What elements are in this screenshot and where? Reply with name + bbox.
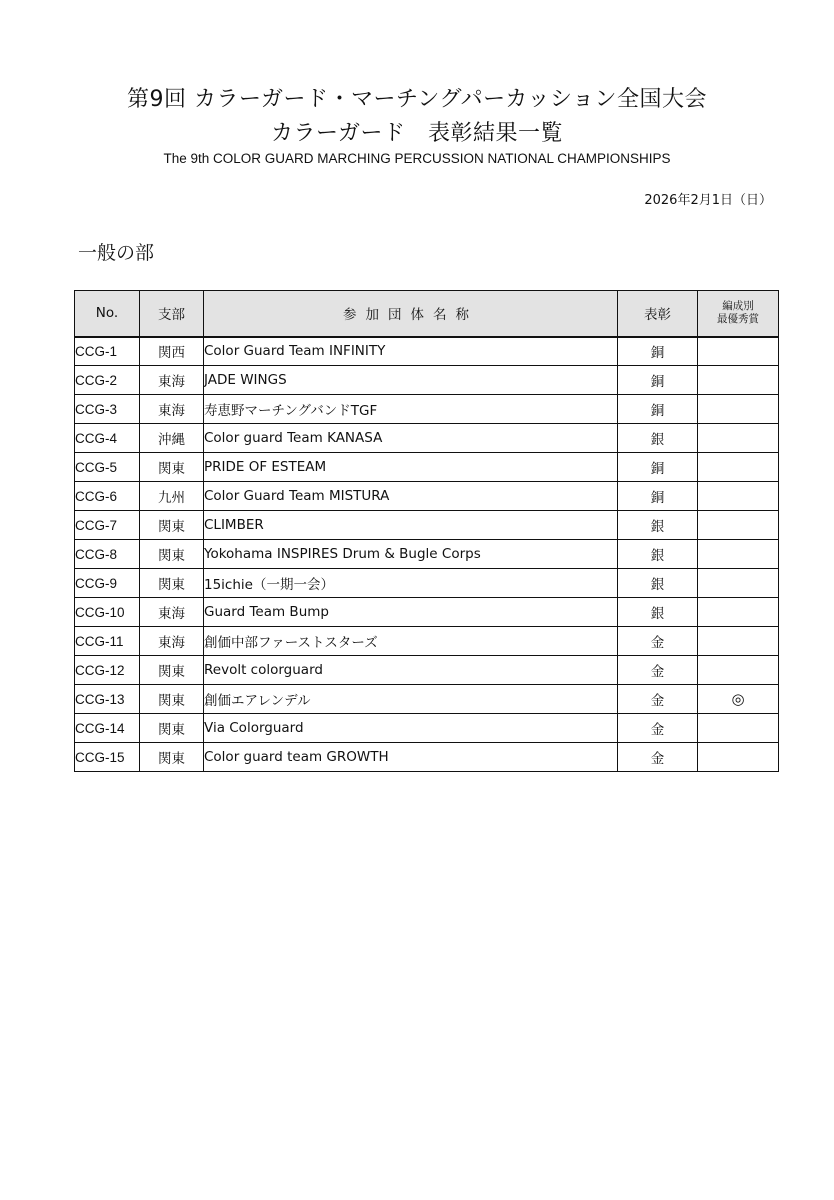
row-number: CCG-2 xyxy=(75,366,140,395)
row-award: 金 xyxy=(618,656,698,685)
row-team-name: 寿恵野マーチングバンドTGF xyxy=(204,395,618,424)
row-team-name: CLIMBER xyxy=(204,511,618,540)
row-number: CCG-12 xyxy=(75,656,140,685)
row-region: 沖縄 xyxy=(140,424,204,453)
page-subtitle: カラーガード 表彰結果一覧 xyxy=(270,121,564,146)
column-header-award: 表彰 xyxy=(618,291,698,337)
row-team-name: 創価中部ファーストスターズ xyxy=(204,627,618,656)
row-number: CCG-15 xyxy=(75,743,140,772)
row-special-award xyxy=(698,540,779,569)
row-number: CCG-7 xyxy=(75,511,140,540)
row-team-name: PRIDE OF ESTEAM xyxy=(204,453,618,482)
row-region: 東海 xyxy=(140,395,204,424)
column-header-special xyxy=(698,291,779,337)
results-table xyxy=(74,290,779,772)
event-date: 2026年2月1日（日） xyxy=(644,193,772,208)
column-header-special-line1: 編成別 xyxy=(722,300,754,313)
row-number: CCG-13 xyxy=(75,685,140,714)
table-row xyxy=(75,598,779,627)
row-award: 銅 xyxy=(618,337,698,366)
row-special-award xyxy=(698,656,779,685)
table-row xyxy=(75,656,779,685)
row-award: 銀 xyxy=(618,540,698,569)
row-award: 銀 xyxy=(618,598,698,627)
row-special-award xyxy=(698,424,779,453)
column-header-name: 参加団体名称 xyxy=(204,291,618,337)
row-region: 関東 xyxy=(140,569,204,598)
table-row xyxy=(75,743,779,772)
row-region: 関西 xyxy=(140,337,204,366)
table-row xyxy=(75,685,779,714)
row-number: CCG-10 xyxy=(75,598,140,627)
row-team-name: JADE WINGS xyxy=(204,366,618,395)
row-number: CCG-1 xyxy=(75,337,140,366)
row-award: 銀 xyxy=(618,424,698,453)
table-row xyxy=(75,714,779,743)
row-team-name: Via Colorguard xyxy=(204,714,618,743)
row-region: 九州 xyxy=(140,482,204,511)
row-region: 関東 xyxy=(140,540,204,569)
row-team-name: Revolt colorguard xyxy=(204,656,618,685)
row-special-award: ◎ xyxy=(698,685,779,714)
row-award: 金 xyxy=(618,627,698,656)
table-row xyxy=(75,453,779,482)
table-row xyxy=(75,366,779,395)
row-team-name: 15ichie（一期一会） xyxy=(204,569,618,598)
table-row xyxy=(75,395,779,424)
row-team-name: Guard Team Bump xyxy=(204,598,618,627)
row-award: 金 xyxy=(618,685,698,714)
table-row xyxy=(75,627,779,656)
table-row xyxy=(75,569,779,598)
row-special-award xyxy=(698,337,779,366)
page-title: 第9回 カラーガード・マーチングパーカッション全国大会 xyxy=(126,87,708,112)
column-header-region: 支部 xyxy=(140,291,204,337)
row-award: 金 xyxy=(618,743,698,772)
row-special-award xyxy=(698,511,779,540)
row-special-award xyxy=(698,627,779,656)
row-region: 関東 xyxy=(140,656,204,685)
row-region: 関東 xyxy=(140,743,204,772)
row-number: CCG-11 xyxy=(75,627,140,656)
table-row xyxy=(75,424,779,453)
row-special-award xyxy=(698,743,779,772)
row-award: 銅 xyxy=(618,453,698,482)
row-region: 東海 xyxy=(140,598,204,627)
row-region: 関東 xyxy=(140,453,204,482)
row-region: 関東 xyxy=(140,714,204,743)
table-row xyxy=(75,540,779,569)
row-special-award xyxy=(698,482,779,511)
column-header-no: No. xyxy=(75,291,140,337)
row-award: 銅 xyxy=(618,482,698,511)
row-region: 関東 xyxy=(140,511,204,540)
row-special-award xyxy=(698,598,779,627)
section-heading: 一般の部 xyxy=(78,242,155,264)
table-row xyxy=(75,482,779,511)
row-region: 関東 xyxy=(140,685,204,714)
row-team-name: Yokohama INSPIRES Drum & Bugle Corps xyxy=(204,540,618,569)
row-number: CCG-8 xyxy=(75,540,140,569)
row-special-award xyxy=(698,395,779,424)
row-team-name: Color guard team GROWTH xyxy=(204,743,618,772)
row-award: 金 xyxy=(618,714,698,743)
row-region: 東海 xyxy=(140,627,204,656)
row-number: CCG-9 xyxy=(75,569,140,598)
row-special-award xyxy=(698,569,779,598)
row-team-name: Color Guard Team INFINITY xyxy=(204,337,618,366)
row-number: CCG-3 xyxy=(75,395,140,424)
row-award: 銅 xyxy=(618,395,698,424)
column-header-special-line2: 最優秀賞 xyxy=(717,313,759,326)
row-team-name: Color Guard Team MISTURA xyxy=(204,482,618,511)
row-award: 銀 xyxy=(618,511,698,540)
table-row xyxy=(75,337,779,366)
row-special-award xyxy=(698,453,779,482)
results-table-body xyxy=(75,337,779,772)
row-award: 銀 xyxy=(618,569,698,598)
english-title: The 9th COLOR GUARD MARCHING PERCUSSION NATIONAL CHAMPIONSHIPS xyxy=(163,151,671,166)
row-team-name: Color guard Team KANASA xyxy=(204,424,618,453)
row-team-name: 創価エアレンデル xyxy=(204,685,618,714)
row-special-award xyxy=(698,714,779,743)
row-number: CCG-4 xyxy=(75,424,140,453)
row-award: 銅 xyxy=(618,366,698,395)
row-number: CCG-6 xyxy=(75,482,140,511)
table-row xyxy=(75,511,779,540)
row-region: 東海 xyxy=(140,366,204,395)
row-special-award xyxy=(698,366,779,395)
row-number: CCG-14 xyxy=(75,714,140,743)
row-number: CCG-5 xyxy=(75,453,140,482)
results-table-header xyxy=(75,291,779,337)
